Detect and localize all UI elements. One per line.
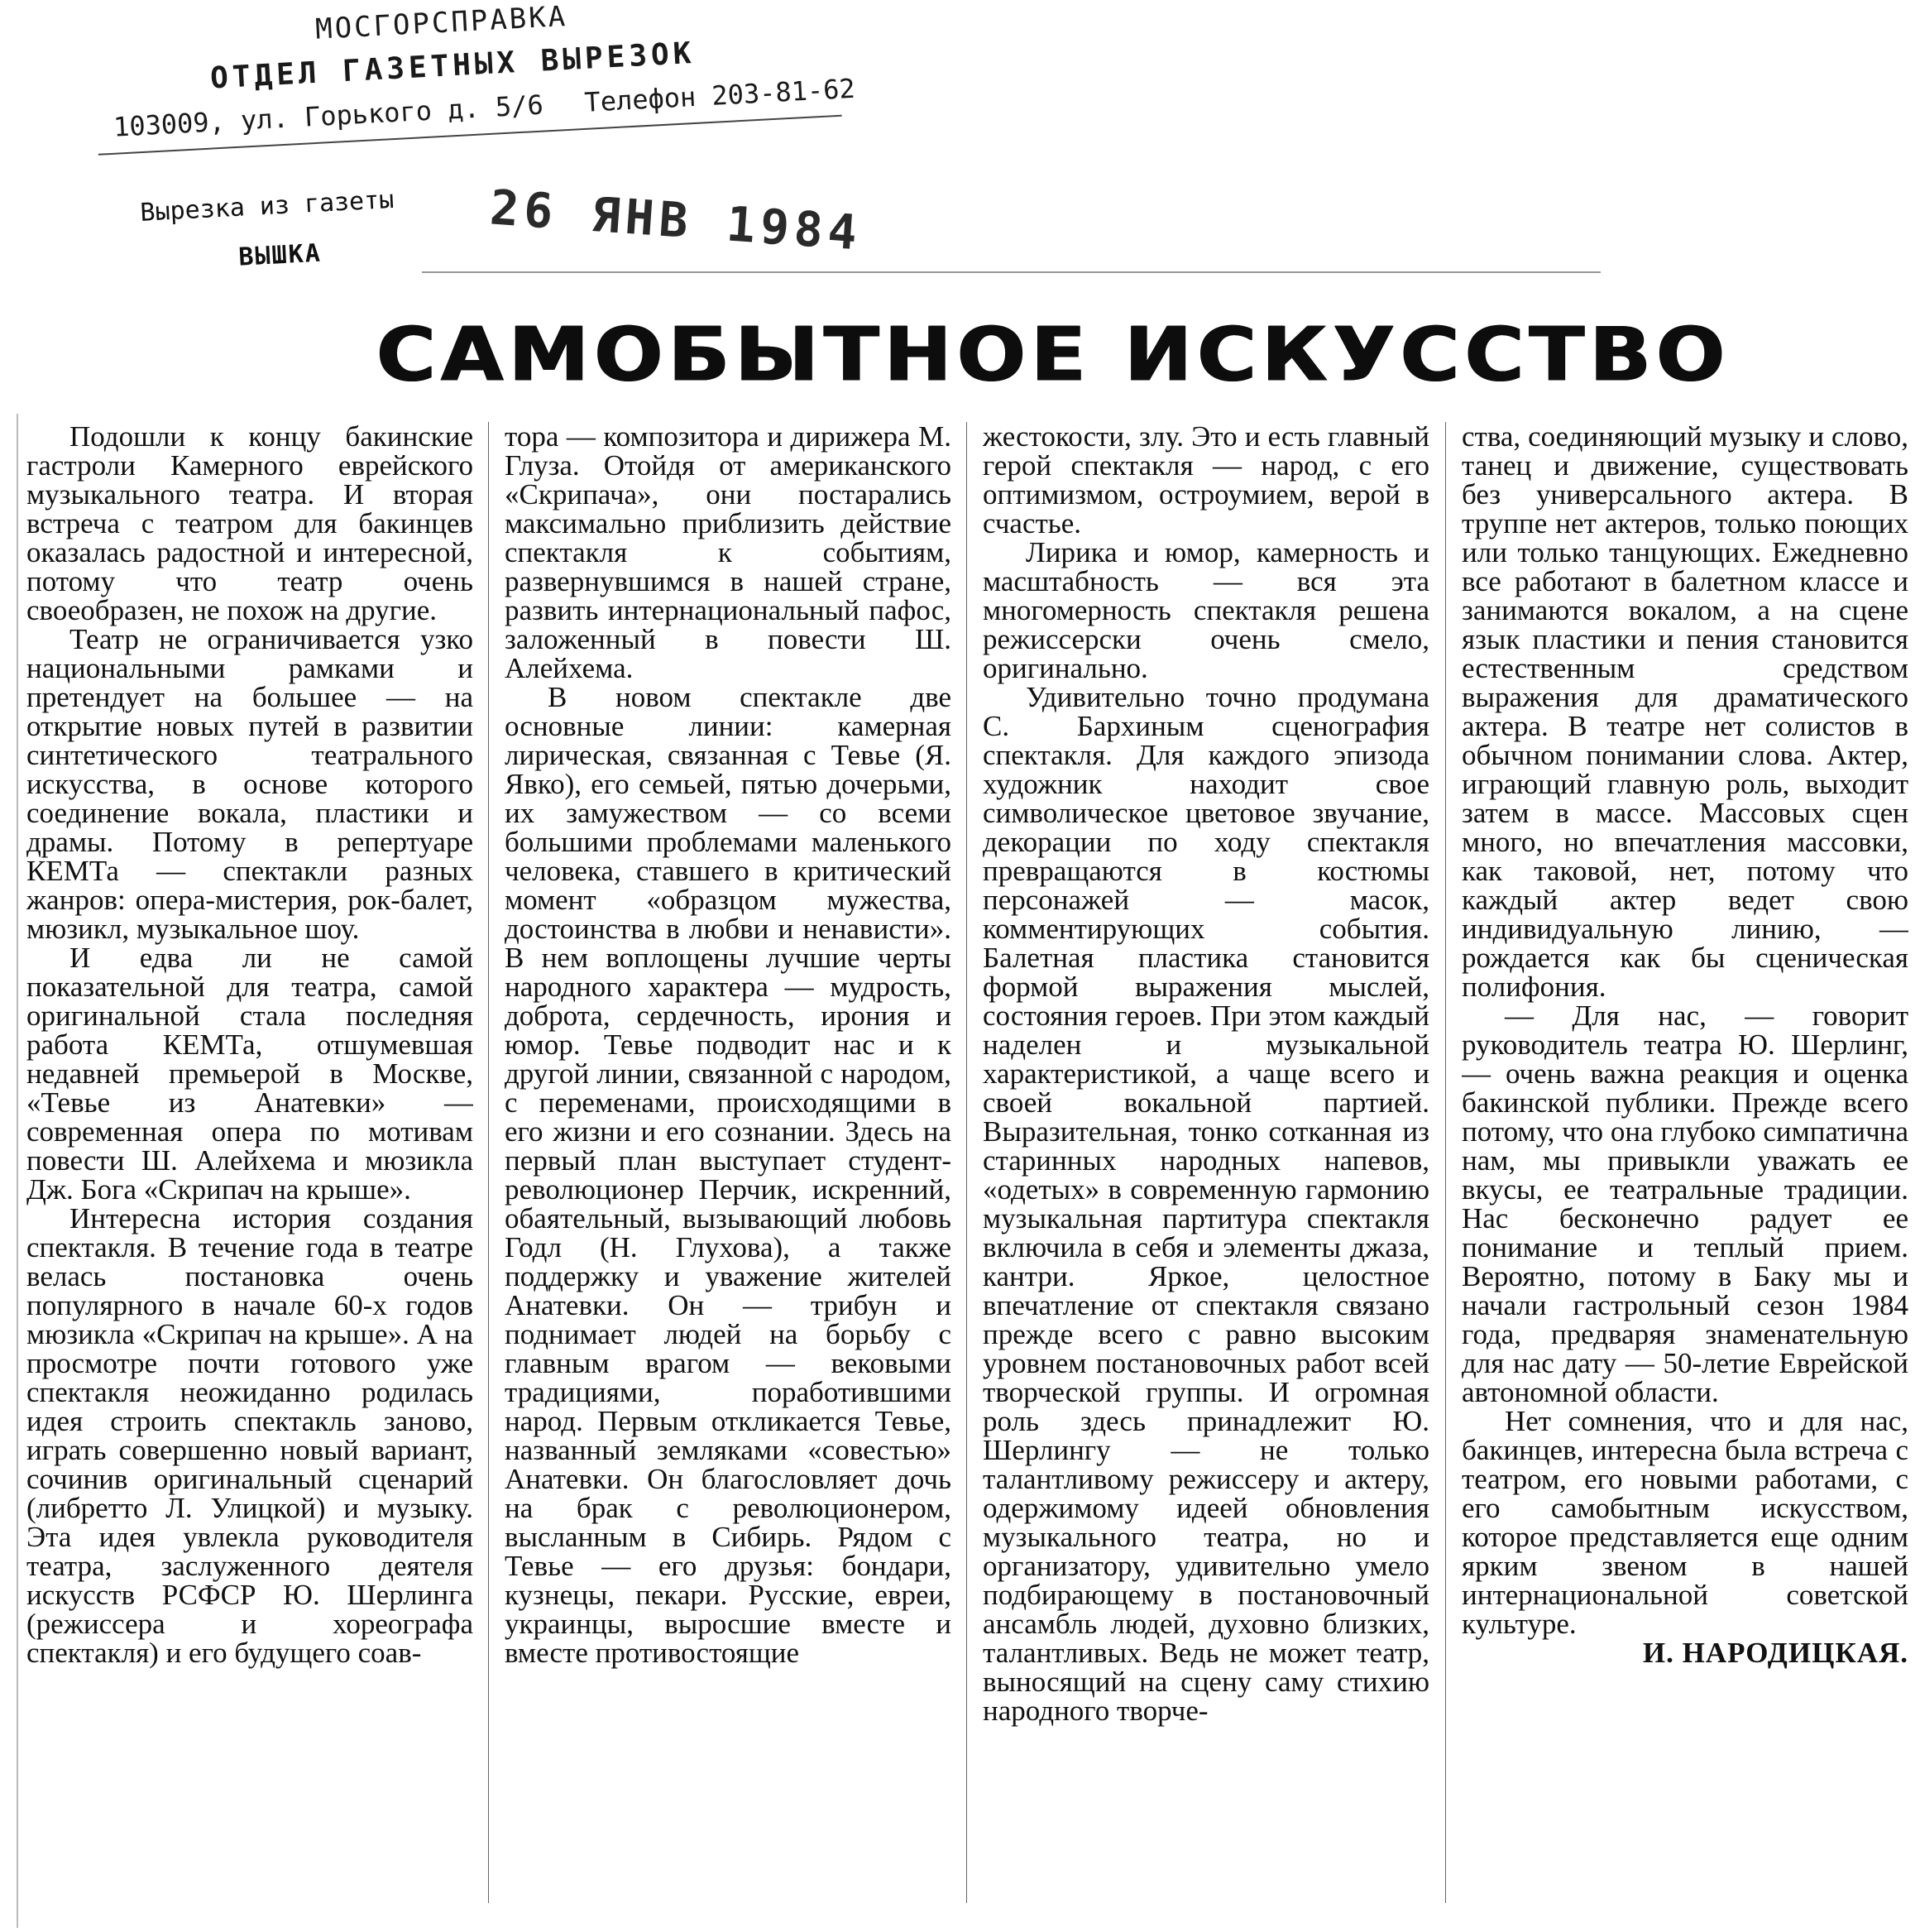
article-title: САМОБЫТНОЕ ИСКУССТВО: [376, 311, 1731, 399]
paragraph: Лирика и юмор, камерность и масштабность — вся эта многомерность спектакля решена режиссерски очень смело, оригинально.: [983, 536, 1429, 684]
bureau-address: 103009, ул. Горького д. 5/6: [113, 89, 544, 143]
paragraph: тора — композитора и дирижера М. Глуза. Отойдя от американского «Скрипача», они постарались максимально приблизить действие спектакля к событиям, развернувшимся в нашей стране, развить интернациональный пафос, заложенный в повести Ш. Алейхема.: [505, 422, 951, 684]
paragraph: Нет сомнения, что и для нас, бакинцев, интересна была встреча с театром, его новыми работами, с его самобытным искусством, которое представляется еще одним ярким звеном в нашей интернациональной советской культуре.: [1462, 1405, 1908, 1640]
article-column-3: [983, 422, 1429, 1924]
paragraph: Подошли к концу бакинские гастроли Камерного еврейского музыкального театра. И вторая встреча с театром для бакинцев оказалась радостной и интересной, потому что театр очень своеобразен, не похож на другие.: [26, 422, 473, 626]
article-body: [26, 422, 1908, 1924]
author-signature: И. НАРОДИЦКАЯ.: [1642, 1637, 1908, 1669]
article-column-4: [1462, 422, 1908, 1924]
newspaper-name: ВЫШКА: [237, 238, 323, 272]
paragraph: Театр не ограничивается узко национальными рамками и претендует на большее — на открытие новых путей в развитии синтетического театрального искусства, в основе которого соединение вокала, пластики и драмы. Потому в репертуаре КЕМТа — спектакли разных жанров: опера-мистерия, рок-балет, мюзикл, музыкальное шоу.: [26, 623, 473, 945]
column-divider: [1445, 422, 1446, 1903]
article-column-1: [26, 422, 473, 1924]
department-name: ОТДЕЛ ГАЗЕТНЫХ ВЫРЕЗОК: [209, 36, 697, 96]
paragraph: Интересна история создания спектакля. В течение года в театре велась постановка очень популярного в начале 60-х годов мюзикла «Скрипач на крыше». А на просмотре почти готового уже спектакля неожиданно родилась идея строить спектакль заново, играть совершенно новый вариант, сочинив оригинальный сценарий (либретто Л. Улицкой) и музыку. Эта идея увлекла руководителя театра, заслуженного деятеля искусств РСФСР Ю. Шерлинга (режиссера и хореографа спектакля) и его будущего соав-: [26, 1202, 473, 1669]
article-column-2: [505, 422, 951, 1924]
paragraph: Удивительно точно продумана С. Бархиным сценография спектакля. Для каждого эпизода художник находит свое символическое цветовое звучание, декорации по ходу спектакля превращаются в костюмы персонажей — масок, комментирующих события. Балетная пластика становится формой выражения мыслей, состояния героев. При этом каждый наделен и музыкальной характеристикой, а чаще всего и своей вокальной партией. Выразительная, тонко сотканная из старинных народных напевов, «одетых» в современную гармонию музыкальная партитура спектакля включила в себя и элементы джаза, кантри. Яркое, целостное впечатление от спектакля связано прежде всего с равно высоким уровнем постановочных работ всей творческой группы. И огромная роль здесь принадлежит Ю. Шерлингу — не только талантливому режиссеру и актеру, одержимому идеей обновления музыкального театра, но и организатору, удивительно умело подбирающему в постановочный ансамбль людей, духовно близких, талантливых. Ведь не может театр, выносящий на сцену саму стихию народного творче-: [983, 681, 1429, 1727]
paragraph: жестокости, злу. Это и есть главный герой спектакля — народ, с его оптимизмом, остроумием, верой в счастье.: [983, 422, 1429, 539]
paragraph: И едва ли не самой показательной для театра, самой оригинальной стала последняя работа КЕМТа, отшумевшая недавней премьерой в Москве, «Тевье из Анатевки» — современная опера по мотивам повести Ш. Алейхема и мюзикла Дж. Бога «Скрипач на крыше».: [26, 942, 473, 1206]
clipping-source-label: Вырезка из газеты: [139, 185, 395, 228]
date-stamp: 26 ЯНВ 1984: [488, 179, 864, 261]
column-divider: [966, 422, 967, 1903]
bureau-name: МОСГОРСПРАВКА: [314, 0, 569, 46]
paragraph: — Для нас, — говорит руководитель театра Ю. Шерлинг, — очень важна реакция и оценка бакинской публики. Прежде всего потому, что она глубоко симпатична нам, мы привыкли уважать ее вкусы, ее театральные традиции. Нас бесконечно радует ее понимание и теплый прием. Вероятно, потому в Баку мы и начали гастрольный сезон 1984 года, предваряя знаменательную для нас дату — 50-летие Еврейской автономной области.: [1462, 1000, 1908, 1408]
clipping-edge-left: [17, 414, 18, 1928]
bureau-phone: Телефон 203-81-62: [583, 72, 856, 118]
clipping-edge-top: [422, 271, 1601, 273]
column-divider: [488, 422, 489, 1903]
paragraph: ства, соединяющий музыку и слово, танец и движение, существовать без универсального актера. В труппе нет актеров, только поющих или только танцующих. Ежедневно все работают в балетном классе и занимаются вокалом, а на сцене язык пластики и пения становится естественным средством выражения для драматического актера. В театре нет солистов в обычном понимании слова. Актер, играющий главную роль, выходит затем в массе. Массовых сцен много, но впечатления массовки, как таковой, нет, потому что каждый актер ведет свою индивидуальную линию, — рождается как бы сценическая полифония.: [1462, 422, 1908, 1003]
paragraph: В новом спектакле две основные линии: камерная лирическая, связанная с Тевье (Я. Явко), его семьей, пятью дочерьми, их замужеством — со всеми большими проблемами маленького человека, ставшего в критический момент «образцом мужества, достоинства в любви и ненависти». В нем воплощены лучшие черты народного характера — мудрость, доброта, сердечность, ирония и юмор. Тевье подводит нас и к другой линии, связанной с народом, с переменами, происходящими в его жизни и его сознании. Здесь на первый план выступает студент-революционер Перчик, искренний, обаятельный, вызывающий любовь Годл (Н. Глухова), а также поддержку и уважение жителей Анатевки. Он — трибун и поднимает людей на борьбу с главным врагом — вековыми традициями, поработившими народ. Первым откликается Тевье, названный земляками «совестью» Анатевки. Он благословляет дочь на брак с революционером, высланным в Сибирь. Рядом с Тевье — его друзья: бондари, кузнецы, пекари. Русские, евреи, украинцы, выросшие вместе и вместе противостоящие: [505, 681, 951, 1669]
clipping-bureau-header: [91, 0, 859, 168]
